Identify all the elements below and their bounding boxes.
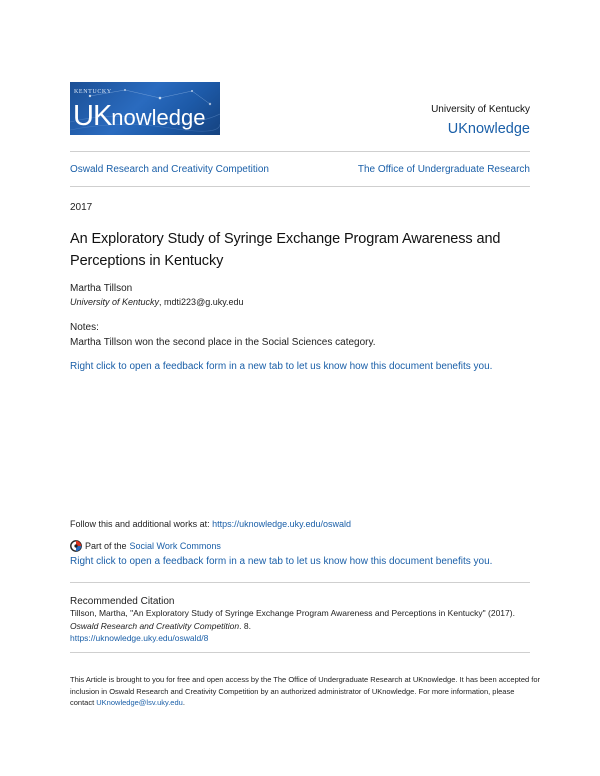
citation-main: Tillson, Martha, "An Exploratory Study of Syringe Exchange Program Awareness and Perceptions in Kentucky" (2017). [70, 608, 515, 618]
author-email: , mdti223@g.uky.edu [159, 297, 244, 307]
social-work-commons-link[interactable]: Social Work Commons [129, 541, 221, 551]
logo-kentucky-text: KENTUCKY [74, 89, 112, 95]
feedback-link-bottom[interactable]: Right click to open a feedback form in a new tab to let us know how this document benefits you. [70, 556, 493, 567]
notes-label: Notes: [70, 322, 99, 333]
follow-url-link[interactable]: https://uknowledge.uky.edu/oswald [212, 519, 351, 529]
citation-number: . 8. [239, 620, 251, 631]
uknowledge-logo[interactable] [70, 82, 220, 135]
notes-text: Martha Tillson won the second place in the Social Sciences category. [70, 337, 376, 348]
institution-name[interactable]: University of Kentucky [431, 104, 530, 115]
document-title: An Exploratory Study of Syringe Exchange Program Awareness and Perceptions in Kentucky [70, 231, 501, 269]
citation-series: Oswald Research and Creativity Competition [70, 620, 240, 631]
access-divider [70, 652, 530, 653]
series-divider [70, 186, 530, 187]
feedback-link-top[interactable]: Right click to open a feedback form in a new tab to let us know how this document benefits you. [70, 361, 493, 372]
citation-text [70, 607, 540, 645]
publication-year: 2017 [70, 202, 93, 213]
series-link-undergrad-research[interactable]: The Office of Undergraduate Research [357, 164, 530, 175]
part-of-line [70, 540, 221, 552]
part-of-prefix: Part of the [85, 541, 127, 551]
access-statement [70, 674, 540, 709]
header-divider [70, 151, 530, 152]
contact-email-link[interactable]: UKnowledge@lsv.uky.edu [96, 698, 183, 707]
logo-wordmark [73, 102, 205, 131]
affiliation-name: University of Kentucky [70, 297, 160, 307]
logo-knowledge-letters: nowledge [111, 105, 206, 130]
network-commons-icon [70, 540, 82, 552]
access-text: This Article is brought to you for free and open access by the The Office of Undergraduate Research at UKnowledge. It has been accepted for inclusion in Oswald Research and Creativity Competition by an authorized administrator of UKnowledge. For more information, please contact [70, 675, 540, 707]
citation-divider [70, 582, 530, 583]
series-link-oswald[interactable]: Oswald Research and Creativity Competition [70, 164, 269, 175]
follow-line [70, 519, 351, 529]
follow-prefix: Follow this and additional works at: [70, 519, 213, 529]
author-name: Martha Tillson [70, 283, 133, 294]
author-affiliation [70, 297, 244, 307]
recommended-citation-label: Recommended Citation [70, 596, 175, 607]
logo-uk-letters: UK [73, 100, 112, 132]
citation-url-link[interactable]: https://uknowledge.uky.edu/oswald/8 [70, 633, 209, 643]
access-end: . [182, 698, 185, 707]
repository-name-link[interactable]: UKnowledge [447, 121, 530, 137]
